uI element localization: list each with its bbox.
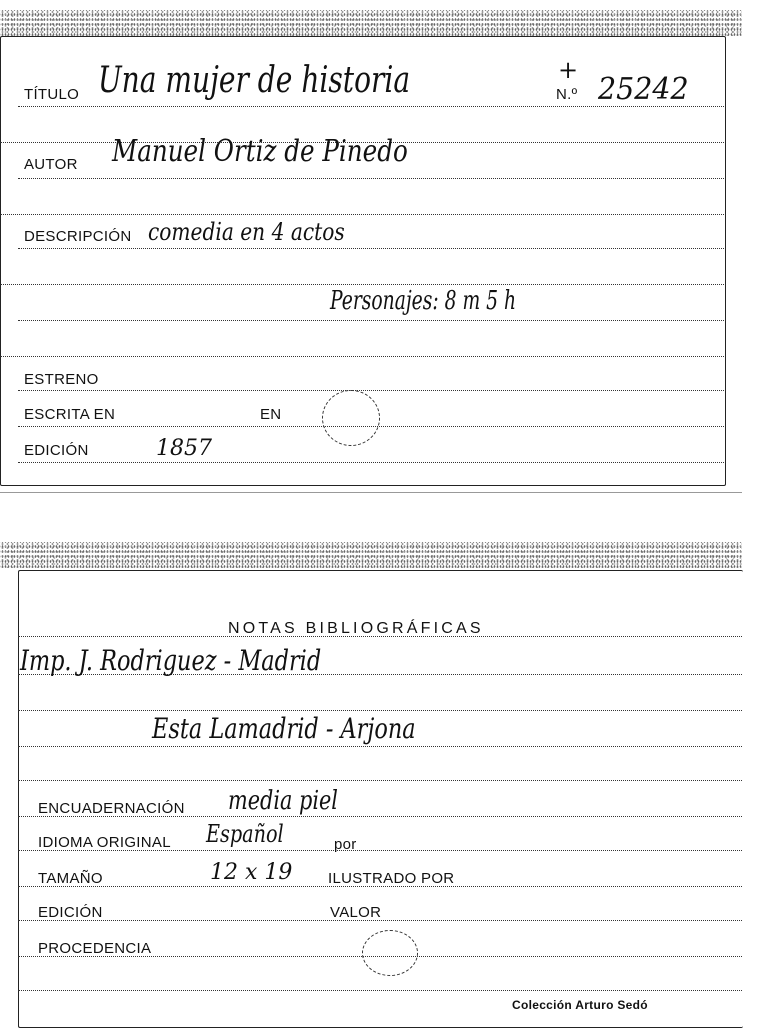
value-descripcion: comedia en 4 actos xyxy=(148,218,345,246)
card-separator xyxy=(0,492,742,493)
ruled-line xyxy=(18,462,724,463)
value-encuadernacion: media piel xyxy=(228,786,338,816)
value-autor: Manuel Ortiz de Pinedo xyxy=(112,134,408,169)
ruled-line xyxy=(18,248,724,249)
ruled-line xyxy=(18,990,742,991)
ruled-line xyxy=(18,178,724,179)
label-escrita-en: ESCRITA EN xyxy=(24,406,116,423)
label-encuadernacion: ENCUADERNACIÓN xyxy=(38,800,185,817)
label-idioma-original: IDIOMA ORIGINAL xyxy=(38,834,171,851)
label-numero: N.º xyxy=(556,86,578,103)
catalog-card xyxy=(0,0,742,492)
label-por: por xyxy=(334,836,357,853)
value-tamano: 12 x 19 xyxy=(210,860,293,885)
punch-hole-stamp xyxy=(362,930,418,976)
notes-line-2: Esta Lamadrid - Arjona xyxy=(152,712,416,745)
ruled-line xyxy=(18,780,742,781)
card-top-texture xyxy=(0,542,742,568)
ruled-line xyxy=(0,284,724,285)
label-descripcion: DESCRIPCIÓN xyxy=(24,228,132,245)
label-edicion: EDICIÓN xyxy=(24,442,89,459)
value-numero: 25242 xyxy=(598,72,689,107)
label-tamano: TAMAÑO xyxy=(38,870,103,887)
label-titulo: TÍTULO xyxy=(24,86,80,103)
numero-mark: + xyxy=(558,56,579,84)
label-autor: AUTOR xyxy=(24,156,78,173)
label-edicion-2: EDICIÓN xyxy=(38,904,103,921)
footer-coleccion: Colección Arturo Sedó xyxy=(512,998,648,1012)
label-procedencia: PROCEDENCIA xyxy=(38,940,152,957)
ruled-line xyxy=(18,746,742,747)
heading-notas: NOTAS BIBLIOGRÁFICAS xyxy=(228,620,484,637)
ruled-line xyxy=(18,320,724,321)
ruled-line xyxy=(18,710,742,711)
ruled-line xyxy=(0,214,724,215)
value-personajes: Personajes: 8 m 5 h xyxy=(330,286,517,316)
label-en: EN xyxy=(260,406,282,423)
label-ilustrado-por: ILUSTRADO POR xyxy=(328,870,455,887)
punch-hole-stamp xyxy=(322,390,380,446)
label-estreno: ESTRENO xyxy=(24,371,99,388)
ruled-line xyxy=(18,636,742,637)
notes-card xyxy=(0,540,742,1028)
value-edicion: 1857 xyxy=(156,436,212,461)
ruled-line xyxy=(18,390,724,391)
value-titulo: Una mujer de historia xyxy=(98,60,411,101)
notes-line-1: Imp. J. Rodriguez - Madrid xyxy=(20,644,322,677)
card-top-texture xyxy=(0,10,742,36)
label-valor: VALOR xyxy=(330,904,382,921)
ruled-line xyxy=(0,356,724,357)
value-idioma-original: Español xyxy=(206,820,284,848)
